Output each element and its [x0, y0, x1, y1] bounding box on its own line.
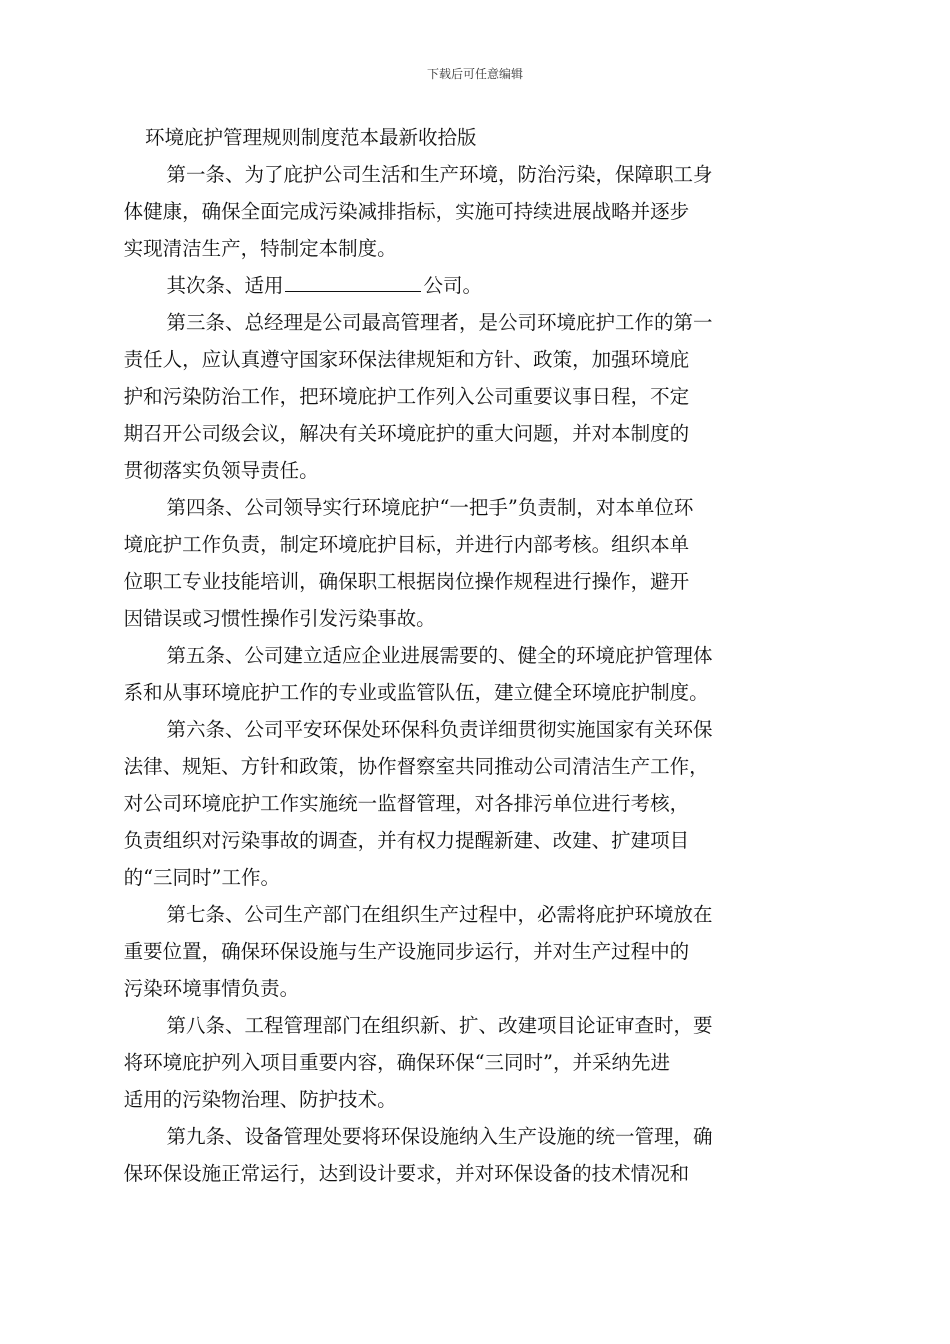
text-line: 第一条、为了庇护公司生活和生产环境，防治污染，保障职工身 [166, 163, 713, 186]
article-9 [123, 1118, 810, 1192]
text-line: 境庇护工作负责，制定环境庇护目标，并进行内部考核。组织本单 [123, 533, 690, 556]
text-line: 对公司环境庇护工作实施统一监督管理，对各排污单位进行考核， [123, 792, 690, 815]
text-line: 责任人，应认真遵守国家环保法律规矩和方针、政策，加强环境庇 [123, 348, 690, 371]
text-line: 的“三同时”工作。 [123, 866, 281, 889]
text-line: 适用的污染物治理、防护技术。 [123, 1088, 397, 1111]
text-line: 第三条、总经理是公司最高管理者，是公司环境庇护工作的第一 [166, 311, 713, 334]
text-line: 污染环境事情负责。 [123, 977, 300, 1000]
article-4 [123, 489, 810, 637]
text-line: 将环境庇护列入项目重要内容，确保环保“三同时”，并采纳先进 [123, 1051, 671, 1074]
text-line: 期召开公司级会议，解决有关环境庇护的重大问题，并对本制度的 [123, 422, 690, 445]
text-line: 第九条、设备管理处要将环保设施纳入生产设施的统一管理，确 [166, 1125, 713, 1148]
article-2-prefix: 其次条、适用 [166, 274, 284, 297]
article-6 [123, 711, 810, 896]
text-line [145, 267, 810, 304]
page-header-note: 下载后可任意编辑 [426, 67, 523, 81]
text-line: 因错误或习惯性操作引发污染事故。 [123, 607, 436, 630]
text-line: 第四条、公司领导实行环境庇护“一把手”负责制，对本单位环 [166, 496, 694, 519]
fill-in-blank [285, 290, 421, 292]
article-2-suffix: 公司。 [423, 274, 482, 297]
article-1 [123, 156, 810, 267]
article-2 [145, 267, 810, 304]
article-3 [123, 304, 810, 489]
text-line: 第八条、工程管理部门在组织新、扩、改建项目论证审查时，要 [166, 1014, 713, 1037]
text-line: 体健康，确保全面完成污染减排指标，实施可持续进展战略并逐步 [123, 200, 690, 223]
article-7 [123, 896, 810, 1007]
text-line: 重要位置，确保环保设施与生产设施同步运行，并对生产过程中的 [123, 940, 690, 963]
text-line: 贯彻落实负领导责任。 [123, 459, 319, 482]
text-line: 实现清洁生产，特制定本制度。 [123, 237, 397, 260]
article-5 [123, 637, 810, 711]
text-line: 第六条、公司平安环保处环保科负责详细贯彻实施国家有关环保 [166, 718, 713, 741]
text-line: 保环保设施正常运行，达到设计要求，并对环保设备的技术情况和 [123, 1162, 690, 1185]
document-body [123, 119, 810, 1192]
text-line: 第五条、公司建立适应企业进展需要的、健全的环境庇护管理体 [166, 644, 713, 667]
text-line: 法律、规矩、方针和政策，协作督察室共同推动公司清洁生产工作， [123, 755, 709, 778]
text-line: 系和从事环境庇护工作的专业或监管队伍，建立健全环境庇护制度。 [123, 681, 709, 704]
text-line: 负责组织对污染事故的调查，并有权力提醒新建、改建、扩建项目 [123, 829, 690, 852]
text-line: 护和污染防治工作，把环境庇护工作列入公司重要议事日程，不定 [123, 385, 690, 408]
text-line: 第七条、公司生产部门在组织生产过程中，必需将庇护环境放在 [166, 903, 713, 926]
document-title: 环境庇护管理规则制度范本最新收拾版 [145, 126, 477, 149]
text-line: 位职工专业技能培训，确保职工根据岗位操作规程进行操作，避开 [123, 570, 690, 593]
article-8 [123, 1007, 810, 1118]
